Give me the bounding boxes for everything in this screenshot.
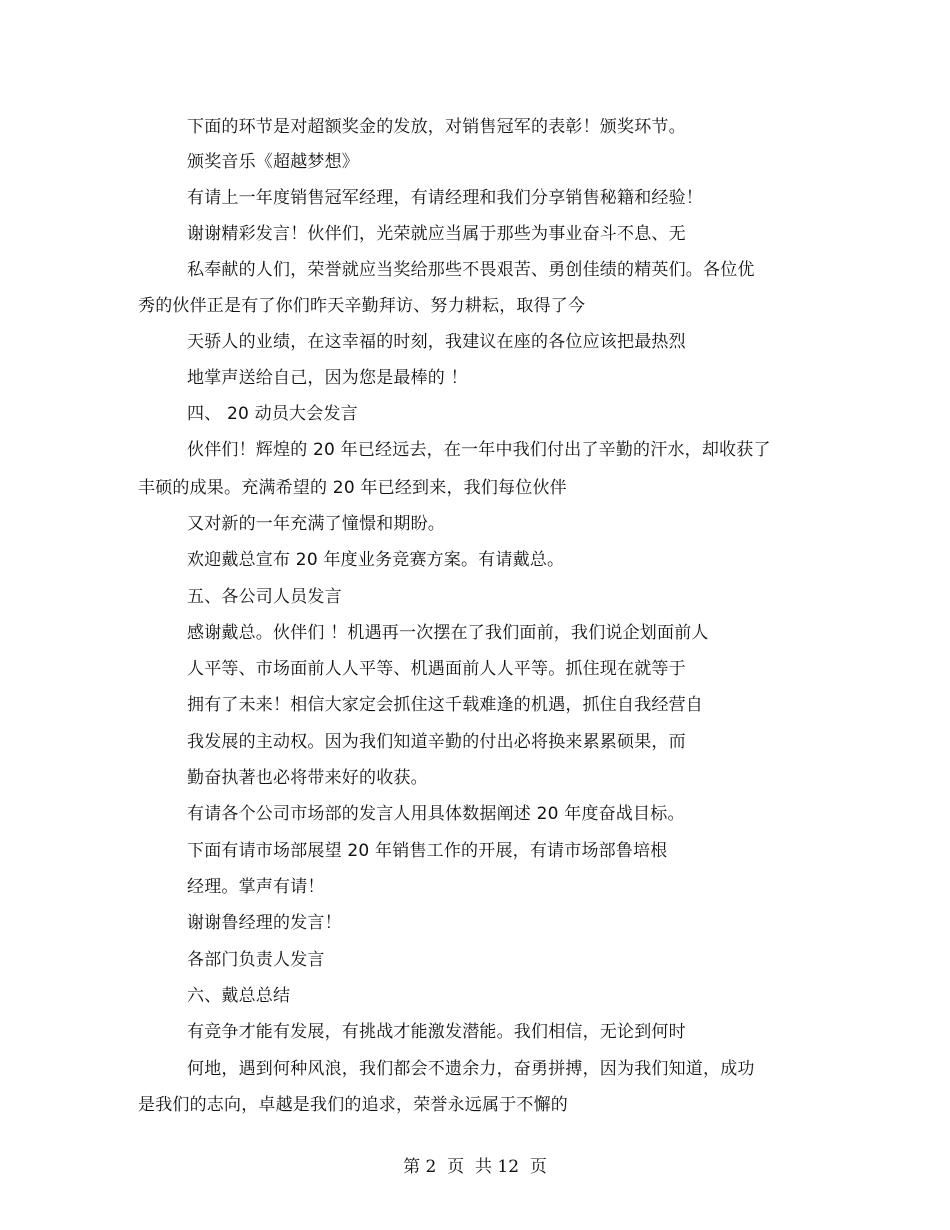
text-line: 有请各个公司市场部的发言人用具体数据阐述 20 年度奋战目标。 (187, 804, 685, 824)
text-line: 经理。掌声有请！ (187, 877, 325, 897)
text-line: 谢谢精彩发言！伙伴们，光荣就应当属于那些为事业奋斗不息、无 (187, 224, 686, 244)
text-line: 天骄人的业绩，在这幸福的时刻，我建议在座的各位应该把最热烈 (187, 332, 686, 352)
text-line: 欢迎戴总宣布 20 年度业务竞赛方案。有请戴总。 (187, 550, 565, 570)
text-line: 颁奖音乐《超越梦想》 (187, 152, 359, 172)
text-line: 下面的环节是对超额奖金的发放，对销售冠军的表彰！颁奖环节。 (187, 117, 686, 137)
text-line: 谢谢鲁经理的发言！ (187, 913, 342, 933)
text-line: 是我们的志向，卓越是我们的追求，荣誉永远属于不懈的 (138, 1095, 568, 1115)
text-line: 有竞争才能有发展，有挑战才能激发潜能。我们相信，无论到何时 (187, 1022, 686, 1042)
text-line: 下面有请市场部展望 20 年销售工作的开展，有请市场部鲁培根 (187, 841, 668, 861)
section-heading: 四、 20 动员大会发言 (187, 404, 358, 424)
text-line: 私奉献的人们，荣誉就应当奖给那些不畏艰苦、勇创佳绩的精英们。各位优 (187, 260, 755, 280)
section-heading: 五、各公司人员发言 (187, 587, 342, 607)
text-line: 感谢戴总。伙伴们 ！机遇再一次摆在了我们面前，我们说企划面前人 (187, 623, 709, 643)
text-line: 又对新的一年充满了憧憬和期盼。 (187, 514, 445, 534)
text-line: 伙伴们！辉煌的 20 年已经远去，在一年中我们付出了辛勤的汗水，却收获了 (187, 440, 771, 460)
text-line: 各部门负责人发言 (187, 950, 325, 970)
text-line: 丰硕的成果。充满希望的 20 年已经到来，我们每位伙伴 (138, 478, 567, 498)
text-line: 拥有了未来！相信大家定会抓住这千载难逢的机遇，抓住自我经营自 (187, 695, 703, 715)
text-line: 地掌声送给自己，因为您是最棒的 ！ (187, 368, 468, 388)
page-number-footer: 第 2 页 共 12 页 (403, 1157, 547, 1177)
text-line: 勤奋执著也必将带来好的收获。 (187, 768, 428, 788)
text-line: 人平等、市场面前人人平等、机遇面前人人平等。抓住现在就等于 (187, 659, 686, 679)
text-line: 秀的伙伴正是有了你们昨天辛勤拜访、努力耕耘，取得了今 (138, 296, 586, 316)
text-line: 有请上一年度销售冠军经理，有请经理和我们分享销售秘籍和经验！ (187, 188, 703, 208)
text-line: 我发展的主动权。因为我们知道辛勤的付出必将换来累累硕果，而 (187, 732, 686, 752)
section-heading: 六、戴总总结 (187, 986, 291, 1006)
text-line: 何地，遇到何种风浪，我们都会不遗余力，奋勇拼搏，因为我们知道，成功 (187, 1059, 755, 1079)
